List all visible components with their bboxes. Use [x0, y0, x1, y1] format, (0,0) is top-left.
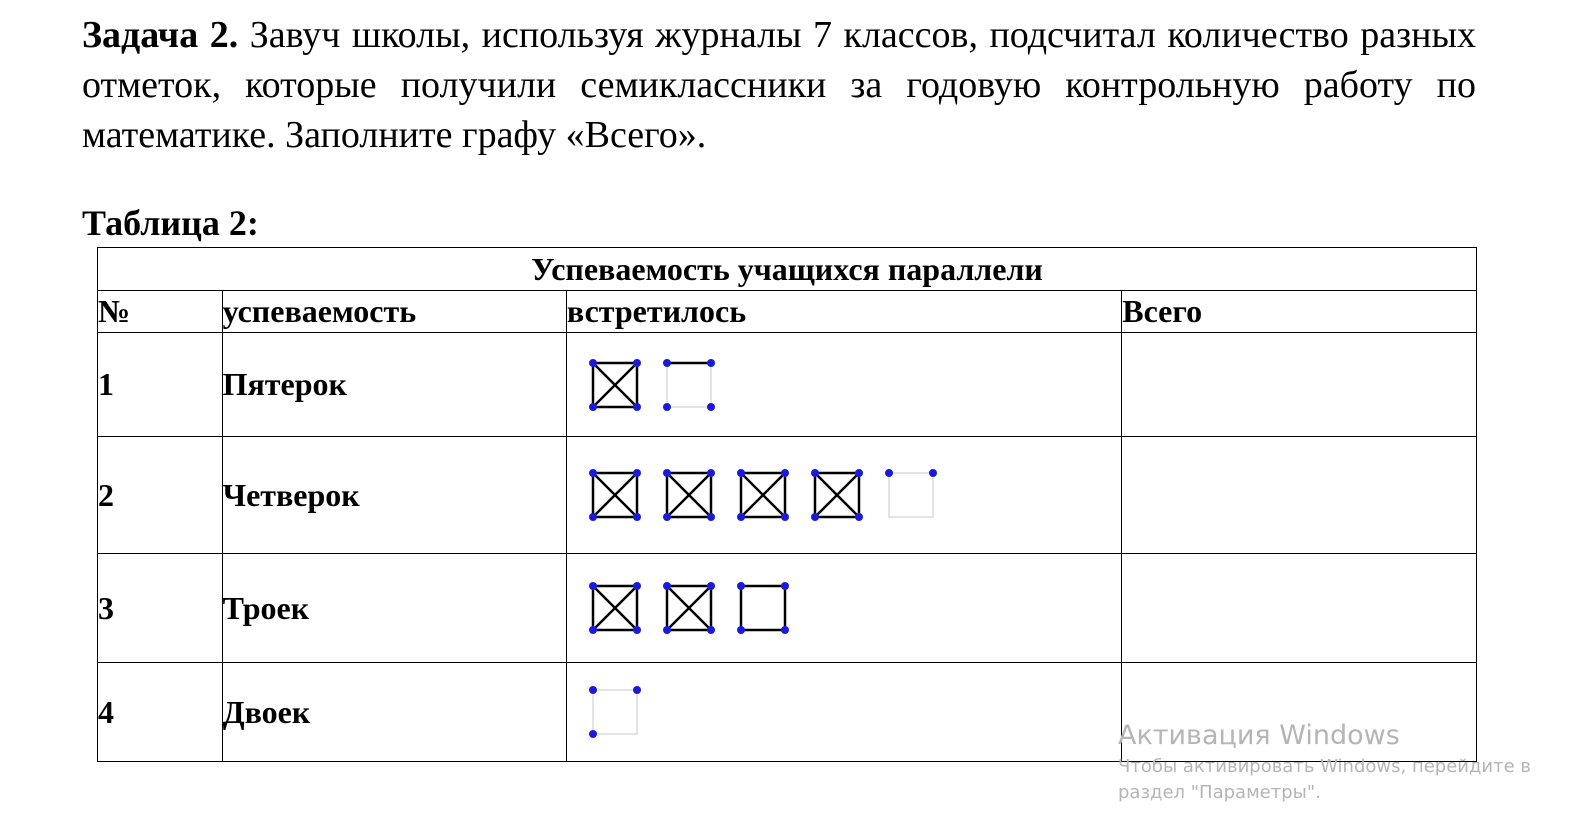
total-cell[interactable] [1122, 437, 1477, 554]
row-number: 3 [98, 554, 223, 663]
header-grade: успеваемость [222, 291, 566, 333]
tally-marks [567, 351, 751, 419]
tally-square [663, 582, 715, 634]
tally-marks [567, 461, 973, 529]
windows-activation-watermark [1118, 718, 1531, 806]
tally-square [589, 359, 641, 411]
tally-square [737, 469, 789, 521]
tally-square [589, 582, 641, 634]
task-label: Задача 2. [82, 14, 239, 56]
table-row [98, 554, 1477, 663]
tally-square [663, 469, 715, 521]
watermark-subtitle: Чтобы активировать Windows, перейдите в [1118, 756, 1532, 777]
tally-cell [566, 333, 1121, 437]
tally-square [811, 469, 863, 521]
header-total: Всего [1122, 291, 1477, 333]
header-occurred: встретилось [566, 291, 1121, 333]
tally-square [663, 359, 715, 411]
tally-cell [566, 663, 1121, 762]
watermark-title: Активация Windows [1118, 720, 1400, 751]
table-row [98, 333, 1477, 437]
watermark-subtitle-2: раздел "Параметры". [1118, 782, 1321, 803]
row-number: 2 [98, 437, 223, 554]
table-row [98, 437, 1477, 554]
tally-cell [566, 554, 1121, 663]
tally-marks [567, 678, 677, 746]
task-body: Завуч школы, используя журналы 7 классов, подсчитал количество разных отметок, которые получили семиклассники за годовую контрольную работу по математике. Заполните графу «Всего». [82, 14, 1476, 156]
total-cell[interactable] [1122, 554, 1477, 663]
total-cell[interactable] [1122, 333, 1477, 437]
task-text [82, 10, 1476, 160]
tally-square [737, 582, 789, 634]
header-number: № [98, 291, 223, 333]
row-label: Двоек [222, 663, 566, 762]
table-header-row [98, 291, 1477, 333]
tally-cell [566, 437, 1121, 554]
table-caption: Таблица 2: [82, 203, 259, 243]
row-label: Троек [222, 554, 566, 663]
tally-square [885, 469, 937, 517]
table-title: Успеваемость учащихся параллели [98, 248, 1477, 291]
row-number: 4 [98, 663, 223, 762]
tally-square [589, 686, 641, 738]
tally-square [589, 469, 641, 521]
row-label: Пятерок [222, 333, 566, 437]
row-label: Четверок [222, 437, 566, 554]
table-title-row [98, 248, 1477, 291]
row-number: 1 [98, 333, 223, 437]
tally-marks [567, 574, 825, 642]
performance-table [97, 247, 1477, 762]
